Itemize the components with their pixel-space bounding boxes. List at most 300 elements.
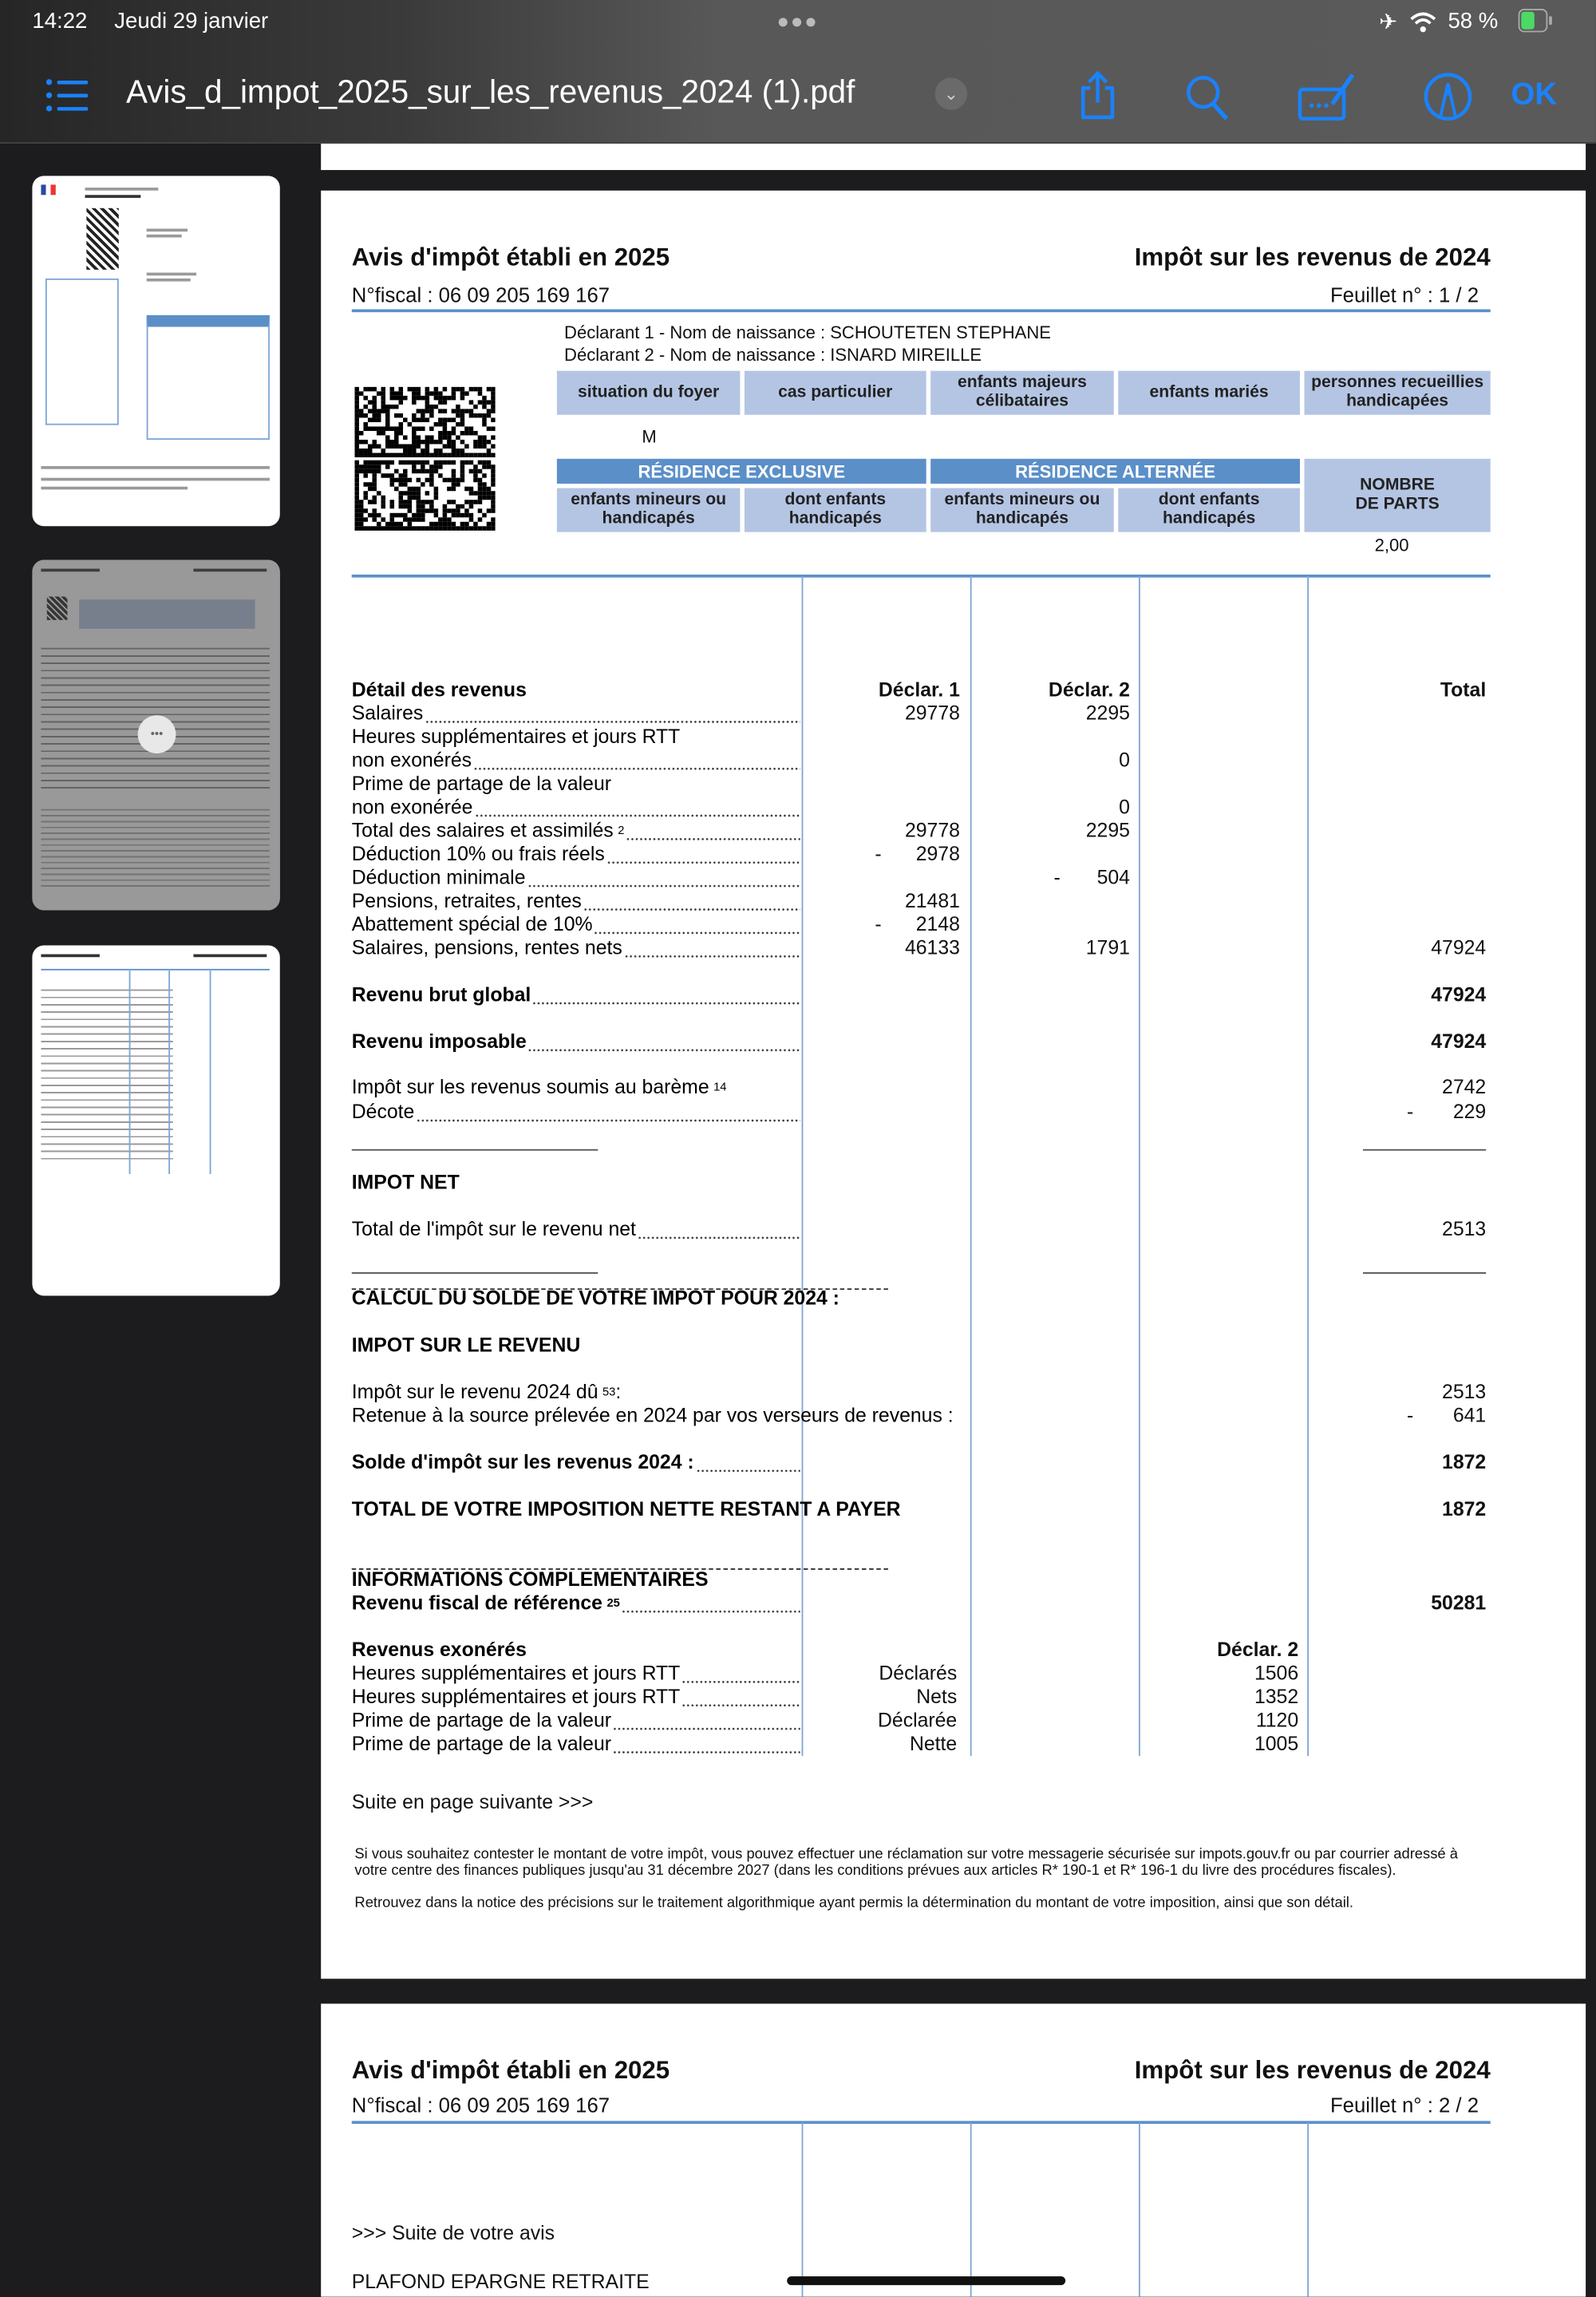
- leader-dots: [681, 1686, 800, 1709]
- barcode-module: [412, 387, 417, 392]
- barcode-module: [372, 526, 377, 531]
- barcode-module: [491, 482, 496, 487]
- barcode-module: [425, 449, 430, 453]
- barcode-module: [491, 526, 496, 531]
- barcode-module: [394, 444, 399, 449]
- barcode-module: [354, 422, 359, 427]
- barcode-module: [377, 391, 381, 396]
- barcode-module: [385, 473, 390, 478]
- barcode-module: [359, 508, 364, 513]
- home-indicator[interactable]: [787, 2276, 1065, 2285]
- barcode-module: [487, 491, 492, 496]
- barcode-module: [478, 413, 483, 418]
- barcode-module: [429, 435, 434, 440]
- barcode-module: [469, 469, 474, 474]
- row-label: IMPOT NET: [351, 1171, 460, 1193]
- barcode-module: [452, 431, 456, 436]
- barcode-module: [417, 453, 421, 457]
- barcode-module: [438, 461, 443, 465]
- barcode-module: [354, 387, 359, 392]
- barcode-module: [478, 444, 483, 449]
- barcode-module: [412, 396, 417, 401]
- barcode-module: [377, 409, 381, 413]
- barcode-module: [390, 473, 395, 478]
- barcode-module: [429, 522, 434, 527]
- barcode-module: [363, 482, 368, 487]
- status-time: 14:22: [32, 9, 88, 34]
- barcode-module: [491, 496, 496, 500]
- leader-dots: [626, 820, 800, 843]
- barcode-module: [447, 461, 452, 465]
- barcode-module: [385, 440, 390, 445]
- barcode-module: [487, 508, 492, 513]
- barcode-module: [421, 409, 425, 413]
- row-label: Prime de partage de la valeur: [352, 1733, 800, 1756]
- barcode-module: [438, 391, 443, 396]
- barcode-module: [359, 440, 364, 445]
- barcode-module: [363, 469, 368, 474]
- barcode-module: [408, 487, 413, 492]
- barcode-module: [425, 391, 430, 396]
- row-label: Total des salaires et assimilés 2: [352, 820, 800, 843]
- leader-dots: [425, 702, 800, 725]
- barcode-module: [354, 478, 359, 483]
- barcode-module: [399, 422, 404, 427]
- barcode-module: [354, 391, 359, 396]
- barcode-module: [372, 473, 377, 478]
- barcode-module: [354, 508, 359, 513]
- barcode-module: [390, 461, 395, 465]
- barcode-module: [417, 409, 421, 413]
- footnote-ref: 14: [713, 1080, 727, 1094]
- declarant-2-value: 0: [1119, 749, 1130, 771]
- barcode-module: [354, 482, 359, 487]
- status-date: Jeudi 29 janvier: [114, 9, 269, 34]
- barcode-module: [425, 500, 430, 504]
- barcode-module: [372, 496, 377, 500]
- battery-percent: 58 %: [1448, 9, 1499, 34]
- barcode-module: [417, 517, 421, 522]
- barcode-module: [412, 440, 417, 445]
- thumbnail-references-box: [45, 279, 119, 425]
- barcode-module: [491, 417, 496, 422]
- barcode-module: [381, 473, 385, 478]
- barcode-module: [460, 387, 465, 392]
- barcode-module: [354, 504, 359, 509]
- barcode-module: [359, 517, 364, 522]
- barcode-module: [354, 496, 359, 500]
- barcode-module: [478, 508, 483, 513]
- barcode-module: [385, 409, 390, 413]
- barcode-module: [368, 469, 373, 474]
- leader-dots: [624, 937, 800, 960]
- declarant-1-value: 21481: [904, 889, 960, 912]
- ok-button[interactable]: OK: [1511, 77, 1558, 112]
- contest-notice-line-2: votre centre des finances publiques jusqu'au 31 décembre 2027 (dans les conditions prévues aux articles R* 190-1 et R* 196-1 du livre des procédures fiscales).: [354, 1863, 1396, 1880]
- barcode-module: [372, 500, 377, 504]
- barcode-module: [491, 465, 496, 469]
- barcode-module: [434, 449, 439, 453]
- barcode-module: [385, 444, 390, 449]
- declarant-2-value: 2295: [1085, 819, 1130, 842]
- barcode-module: [417, 478, 421, 483]
- barcode-module: [412, 461, 417, 465]
- declarant-1-value: 46133: [904, 936, 960, 959]
- barcode-module: [354, 426, 359, 431]
- barcode-module: [425, 491, 430, 496]
- barcode-module: [487, 461, 492, 465]
- barcode-module: [429, 504, 434, 509]
- row-label: Salaires, pensions, rentes nets: [352, 937, 800, 960]
- barcode-module: [412, 517, 417, 522]
- barcode-module: [385, 435, 390, 440]
- barcode-module: [408, 478, 413, 483]
- barcode-module: [385, 426, 390, 431]
- barcode-module: [447, 487, 452, 492]
- barcode-module: [354, 469, 359, 474]
- barcode-module: [363, 526, 368, 531]
- barcode-module: [359, 431, 364, 436]
- markup-icon[interactable]: [1423, 72, 1472, 121]
- search-icon[interactable]: [1184, 73, 1231, 121]
- declarant-2-value: 2295: [1085, 702, 1130, 725]
- barcode-module: [359, 526, 364, 531]
- declarant-2-exempt-value: 1005: [1254, 1732, 1299, 1755]
- barcode-module: [464, 461, 469, 465]
- barcode-module: [478, 500, 483, 504]
- barcode-module: [354, 449, 359, 453]
- barcode-module: [429, 413, 434, 418]
- barcode-module: [447, 500, 452, 504]
- barcode-module: [452, 473, 456, 478]
- barcode-module: [491, 426, 496, 431]
- barcode-module: [412, 526, 417, 531]
- barcode-module: [381, 449, 385, 453]
- barcode-module: [421, 449, 425, 453]
- barcode-module: [354, 487, 359, 492]
- barcode-module: [464, 513, 469, 518]
- barcode-module: [456, 508, 460, 513]
- minus-sign: -: [1407, 1404, 1414, 1426]
- row-label: Heures supplémentaires et jours RTT: [352, 1662, 800, 1686]
- barcode-module: [363, 453, 368, 457]
- barcode-module: [381, 504, 385, 509]
- barcode-module: [390, 396, 395, 401]
- barcode-module: [425, 435, 430, 440]
- barcode-module: [487, 487, 492, 492]
- barcode-module: [447, 417, 452, 422]
- barcode-module: [456, 453, 460, 457]
- label-suffix: :: [615, 1380, 622, 1403]
- row-label: Retenue à la source prélevée en 2024 par vos verseurs de revenus :: [351, 1404, 954, 1426]
- total-value: 47924: [1431, 1030, 1487, 1053]
- barcode-module: [434, 522, 439, 527]
- leader-dots: [528, 1030, 800, 1054]
- barcode-module: [363, 440, 368, 445]
- barcode-module: [368, 426, 373, 431]
- barcode-module: [491, 405, 496, 409]
- thumbnail-page-2[interactable]: [32, 560, 279, 911]
- multitasking-dots-icon[interactable]: ●●●: [776, 9, 819, 33]
- thumbnail-datamatrix: [86, 208, 118, 270]
- row-label: Impôt sur le revenu 2024 dû 53 :: [351, 1380, 622, 1403]
- subtotal-rule: [1363, 1272, 1486, 1274]
- barcode-module: [421, 469, 425, 474]
- more-options-button[interactable]: •••: [138, 715, 176, 753]
- barcode-module: [429, 440, 434, 445]
- barcode-module: [368, 526, 373, 531]
- barcode-module: [438, 422, 443, 427]
- barcode-module: [491, 508, 496, 513]
- barcode-module: [390, 426, 395, 431]
- thumbnail-sidebar[interactable]: [0, 144, 305, 2297]
- battery-tip: [1549, 16, 1552, 25]
- signature-icon[interactable]: [1297, 72, 1361, 121]
- barcode-module: [469, 453, 474, 457]
- barcode-module: [456, 422, 460, 427]
- barcode-module: [377, 461, 381, 465]
- share-icon[interactable]: [1077, 70, 1118, 120]
- residence-exclusive-header: RÉSIDENCE EXCLUSIVE: [557, 459, 926, 484]
- barcode-module: [412, 444, 417, 449]
- barcode-module: [429, 391, 434, 396]
- barcode-module: [429, 469, 434, 474]
- barcode-module: [399, 496, 404, 500]
- barcode-module: [478, 487, 483, 492]
- row-label: Heures supplémentaires et jours RTT: [352, 1686, 800, 1709]
- barcode-module: [429, 508, 434, 513]
- algorithm-notice: Retrouvez dans la notice des précisions sur le traitement algorithmique ayant permis la détermination du montant de votre imposition, ainsi que son détail.: [354, 1895, 1353, 1912]
- barcode-module: [447, 435, 452, 440]
- barcode-module: [372, 513, 377, 518]
- barcode-module: [399, 504, 404, 509]
- barcode-module: [469, 409, 474, 413]
- barcode-module: [417, 461, 421, 465]
- barcode-module: [438, 465, 443, 469]
- barcode-module: [464, 487, 469, 492]
- barcode-module: [438, 526, 443, 531]
- barcode-module: [354, 435, 359, 440]
- declarant-1-value: 29778: [904, 819, 960, 842]
- barcode-module: [487, 413, 492, 418]
- barcode-module: [417, 387, 421, 392]
- barcode-module: [473, 491, 478, 496]
- leader-dots: [594, 913, 800, 936]
- barcode-module: [372, 396, 377, 401]
- barcode-module: [456, 435, 460, 440]
- thumbnail-page-1[interactable]: [32, 176, 279, 526]
- barcode-module: [491, 409, 496, 413]
- chevron-down-icon[interactable]: ⌄: [935, 77, 967, 109]
- barcode-module: [425, 508, 430, 513]
- barcode-module: [372, 517, 377, 522]
- barcode-module: [447, 522, 452, 527]
- total-value: 50281: [1431, 1591, 1487, 1614]
- barcode-module: [354, 465, 359, 469]
- barcode-module: [403, 435, 408, 440]
- barcode-module: [403, 449, 408, 453]
- barcode-module: [469, 413, 474, 418]
- row-label: INFORMATIONS COMPLEMENTAIRES: [351, 1568, 709, 1591]
- barcode-module: [452, 409, 456, 413]
- barcode-module: [429, 526, 434, 531]
- battery-charging-icon: [1519, 9, 1548, 32]
- header-rule: [352, 310, 1491, 313]
- barcode-module: [482, 435, 487, 440]
- barcode-module: [368, 387, 373, 392]
- barcode-module: [421, 508, 425, 513]
- barcode-module: [368, 465, 373, 469]
- barcode-module: [478, 461, 483, 465]
- barcode-module: [487, 400, 492, 405]
- barcode-module: [363, 508, 368, 513]
- leader-dots: [681, 1662, 800, 1686]
- barcode-module: [412, 469, 417, 474]
- barcode-module: [425, 396, 430, 401]
- barcode-module: [443, 431, 448, 436]
- table-top-rule: [352, 575, 1491, 578]
- barcode-module: [447, 396, 452, 401]
- republique-logo: [41, 184, 55, 195]
- barcode-module: [473, 431, 478, 436]
- barcode-module: [482, 453, 487, 457]
- column-divider: [1139, 2122, 1140, 2297]
- exempt-type: Nets: [916, 1685, 958, 1708]
- barcode-module: [434, 526, 439, 531]
- barcode-module: [434, 387, 439, 392]
- barcode-module: [354, 440, 359, 445]
- barcode-module: [452, 482, 456, 487]
- barcode-module: [408, 422, 413, 427]
- barcode-module: [412, 417, 417, 422]
- barcode-module: [482, 465, 487, 469]
- barcode-module: [482, 461, 487, 465]
- barcode-module: [460, 453, 465, 457]
- barcode-module: [403, 491, 408, 496]
- barcode-module: [399, 482, 404, 487]
- leader-dots: [527, 866, 800, 889]
- barcode-module: [377, 469, 381, 474]
- continued-note: Suite en page suivante >>>: [351, 1791, 594, 1813]
- column-divider: [802, 576, 804, 1756]
- barcode-module: [385, 453, 390, 457]
- barcode-module: [417, 469, 421, 474]
- barcode-module: [359, 465, 364, 469]
- column-divider: [802, 2122, 804, 2297]
- barcode-module: [399, 526, 404, 531]
- barcode-module: [443, 409, 448, 413]
- barcode-module: [438, 417, 443, 422]
- barcode-module: [452, 387, 456, 392]
- barcode-module: [385, 465, 390, 469]
- declarant-2-exempt-value: 1120: [1255, 1709, 1299, 1731]
- barcode-module: [372, 400, 377, 405]
- minus-sign: -: [875, 842, 882, 865]
- barcode-module: [403, 417, 408, 422]
- document-title[interactable]: Avis_d_impot_2025_sur_les_revenus_2024 (1).pdf: [125, 73, 855, 110]
- subtotal-rule: [1363, 1149, 1486, 1151]
- barcode-module: [354, 500, 359, 504]
- barcode-module: [460, 473, 465, 478]
- barcode-module: [399, 400, 404, 405]
- barcode-module: [491, 504, 496, 509]
- barcode-module: [434, 461, 439, 465]
- barcode-module: [381, 461, 385, 465]
- barcode-module: [354, 405, 359, 409]
- barcode-module: [425, 478, 430, 483]
- row-label: Revenu fiscal de référence 25: [352, 1591, 800, 1615]
- barcode-module: [421, 513, 425, 518]
- barcode-module: [399, 387, 404, 392]
- list-icon[interactable]: [45, 77, 89, 113]
- barcode-module: [443, 526, 448, 531]
- barcode-module: [408, 461, 413, 465]
- barcode-module: [452, 478, 456, 483]
- barcode-module: [399, 491, 404, 496]
- barcode-module: [482, 491, 487, 496]
- barcode-module: [460, 422, 465, 427]
- total-value: 47924: [1431, 983, 1487, 1006]
- barcode-module: [385, 461, 390, 465]
- row-label: Pensions, retraites, rentes: [352, 890, 800, 913]
- barcode-module: [381, 405, 385, 409]
- thumbnail-amount-box: [147, 315, 270, 440]
- declarant-2: Déclarant 2 - Nom de naissance : ISNARD MIREILLE: [564, 344, 982, 366]
- thumbnail-page-3[interactable]: [32, 946, 279, 1296]
- barcode-module: [460, 431, 465, 436]
- barcode-module: [456, 409, 460, 413]
- barcode-module: [482, 496, 487, 500]
- row-label: Décote: [352, 1101, 800, 1124]
- barcode-module: [385, 417, 390, 422]
- barcode-module: [368, 461, 373, 465]
- barcode-module: [478, 482, 483, 487]
- leader-dots: [473, 749, 800, 772]
- header-enfants-mineurs-alt: enfants mineurs ou handicapés: [930, 488, 1114, 532]
- barcode-module: [417, 487, 421, 492]
- barcode-module: [399, 453, 404, 457]
- barcode-module: [412, 426, 417, 431]
- barcode-module: [403, 461, 408, 465]
- barcode-module: [385, 522, 390, 527]
- pdf-page-1: [321, 191, 1586, 1979]
- barcode-module: [408, 517, 413, 522]
- barcode-module: [421, 500, 425, 504]
- barcode-module: [359, 522, 364, 527]
- header-enfants-majeurs: enfants majeurs célibataires: [930, 371, 1114, 415]
- barcode-module: [460, 522, 465, 527]
- contest-notice-line-1: Si vous souhaitez contester le montant de votre impôt, vous pouvez effectuer une réclamation sur votre messagerie sécurisée sur impots.gouv.fr ou par courrier adressé à: [354, 1846, 1458, 1864]
- barcode-module: [434, 465, 439, 469]
- barcode-module: [434, 508, 439, 513]
- barcode-module: [354, 473, 359, 478]
- barcode-module: [394, 487, 399, 492]
- barcode-module: [443, 478, 448, 483]
- barcode-module: [425, 461, 430, 465]
- barcode-module: [443, 387, 448, 392]
- barcode-module: [447, 444, 452, 449]
- leader-dots: [416, 1101, 800, 1124]
- barcode-module: [359, 453, 364, 457]
- barcode-module: [412, 449, 417, 453]
- total-value: 641: [1452, 1404, 1487, 1426]
- leader-dots: [474, 796, 800, 819]
- total-value: 1872: [1442, 1451, 1487, 1473]
- barcode-module: [460, 465, 465, 469]
- barcode-module: [464, 526, 469, 531]
- barcode-module: [438, 449, 443, 453]
- datamatrix-barcode: [354, 385, 495, 532]
